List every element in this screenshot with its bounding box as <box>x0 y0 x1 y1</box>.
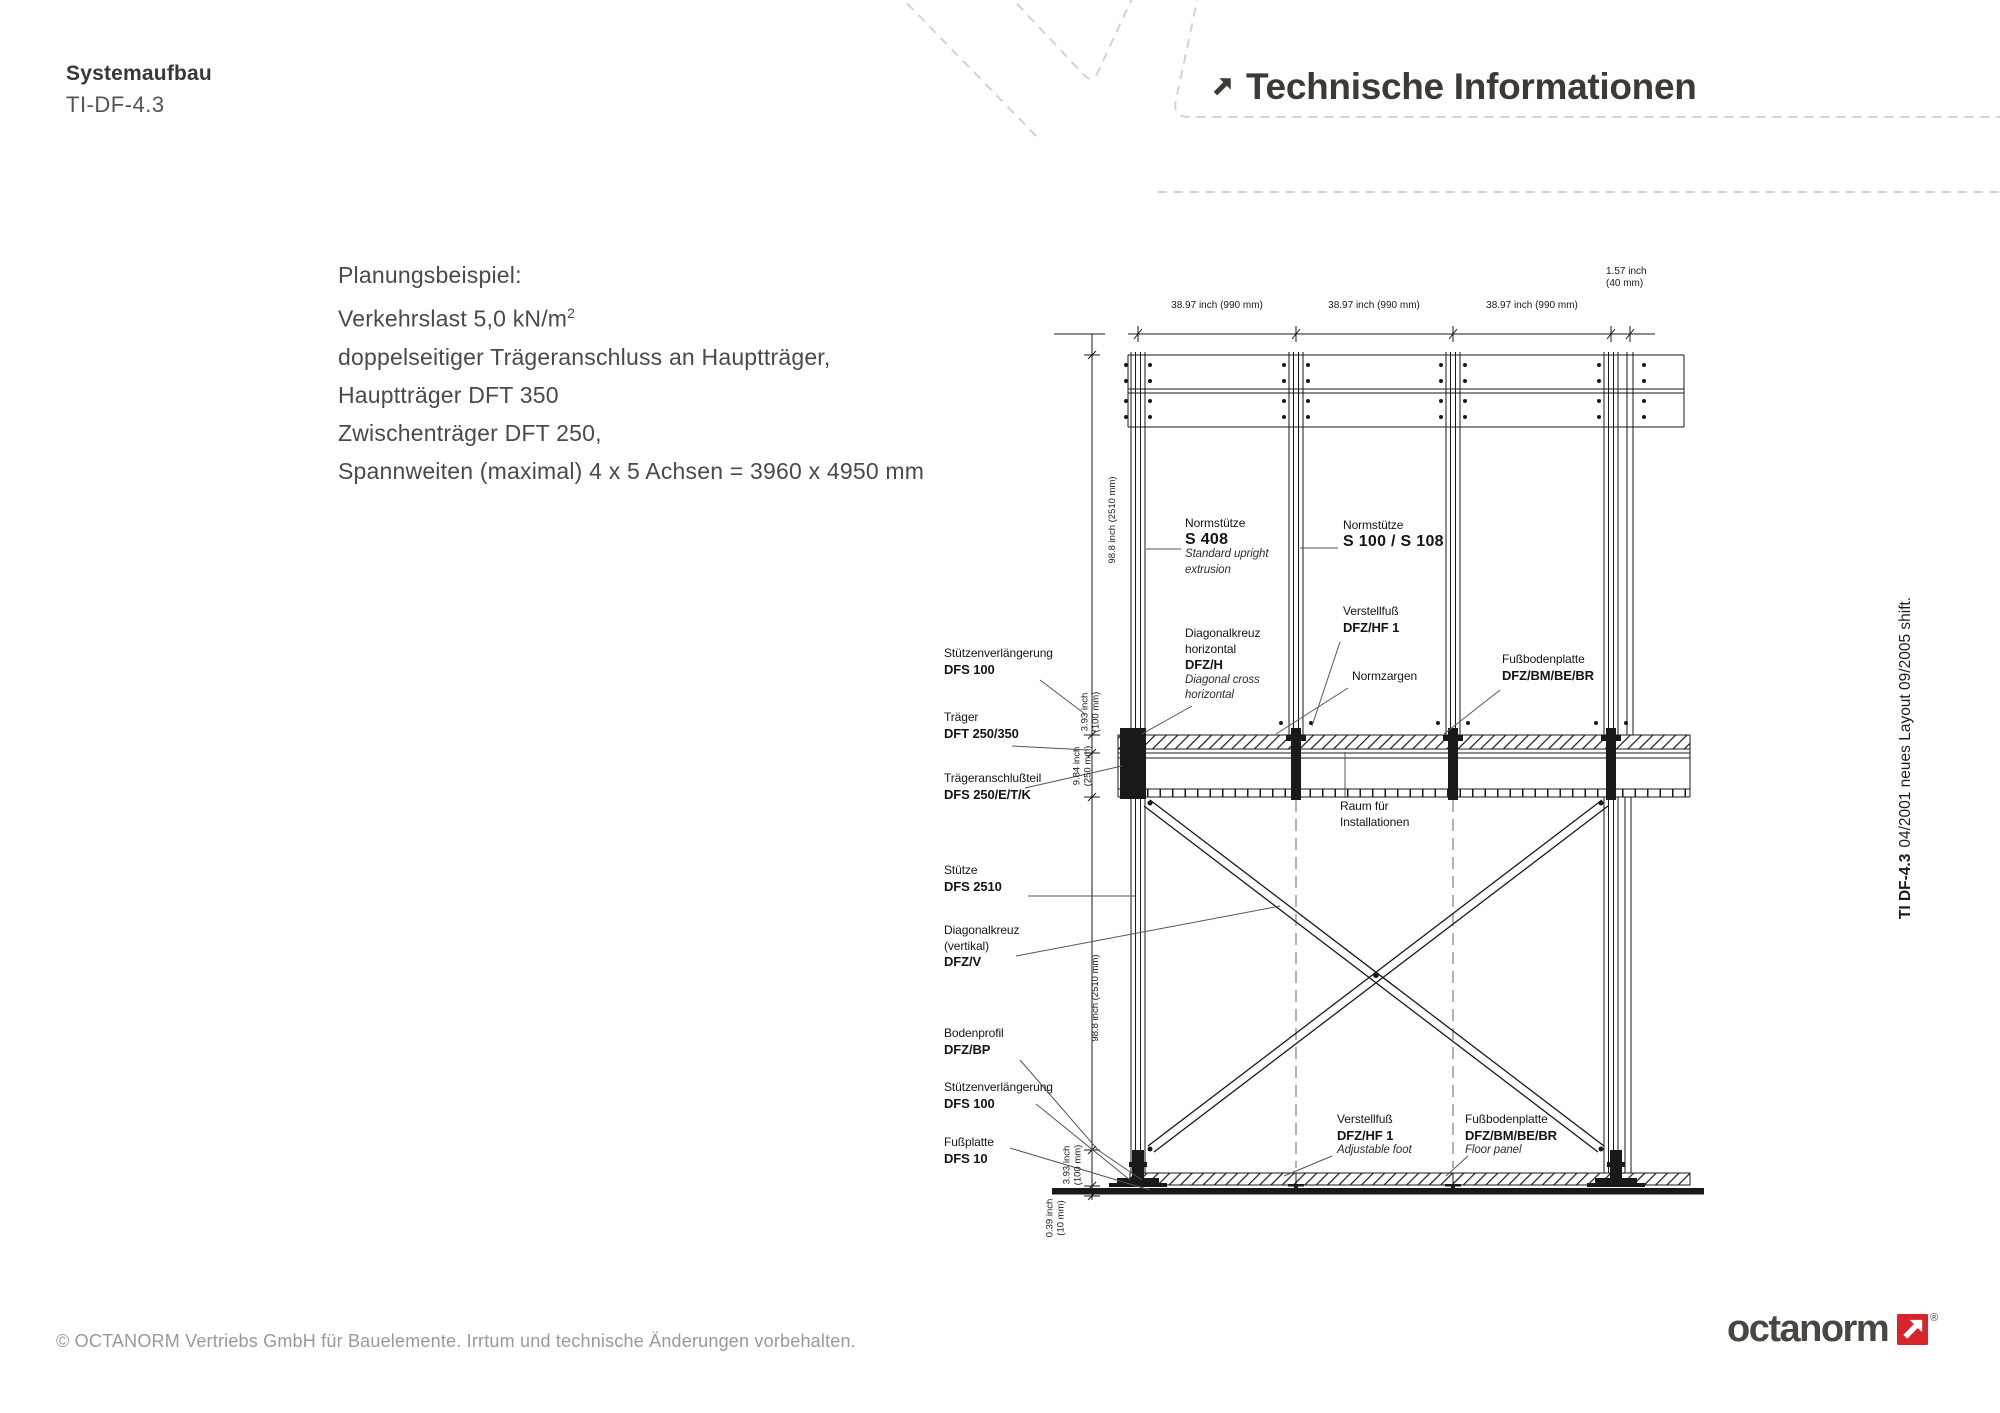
label-fussbodenplatte-bottom: Fußbodenplatte DFZ/BM/BE/BR Floor panel <box>1465 1112 1557 1156</box>
dim-floor-10: 0.39 inch (10 mm) <box>1044 1198 1066 1238</box>
dim-span-3: 38.97 inch (990 mm) <box>1486 300 1578 311</box>
dim-span-2: 38.97 inch (990 mm) <box>1328 300 1420 311</box>
page-title: Technische Informationen <box>1246 66 1697 107</box>
label-diagonalkreuz-vertikal: Diagonalkreuz (vertikal) DFZ/V <box>944 923 1020 969</box>
deck-bolts <box>1124 363 1646 419</box>
doc-category: Systemaufbau <box>66 62 212 85</box>
label-traeger: Träger DFT 250/350 <box>944 710 1019 741</box>
dim-panel-100: 3.93 inch (100 mm) <box>1079 691 1101 733</box>
planning-line: Verkehrslast 5,0 $kN/m^2$ <box>338 305 576 332</box>
octanorm-logo <box>1727 1308 1939 1350</box>
planning-line: doppelseitiger Trägeranschluss an Hauptträger, <box>338 343 831 370</box>
label-diagonalkreuz-horizontal: Diagonalkreuz horizontal DFZ/H Diagonal cross horizontal <box>1185 626 1261 701</box>
label-stuetzenverlaengerung-bottom: Stützenverlängerung DFS 100 <box>944 1080 1053 1111</box>
label-normstuetze-s408: Normstütze S 408 Standard upright extrusion <box>1185 516 1269 576</box>
dim-lower-height: 98.8 inch (2510 mm) <box>1089 954 1101 1042</box>
label-bodenprofil: Bodenprofil DFZ/BP <box>944 1026 1004 1057</box>
foot-right <box>1587 1150 1645 1187</box>
header-right <box>1208 66 1697 108</box>
planning-line: Zwischenträger DFT 250, <box>338 419 602 446</box>
brace-pivots <box>1148 801 1604 1152</box>
label-normstuetze-s100: Normstütze S 100 / S 108 <box>1343 518 1444 550</box>
label-verstellfuss-mid: Verstellfuß DFZ/HF 1 <box>1343 604 1400 635</box>
dim-upper-height: 98.8 inch (2510 mm) <box>1106 476 1118 564</box>
label-verstellfuss-bottom: Verstellfuß DFZ/HF 1 Adjustable foot <box>1337 1112 1412 1156</box>
revision-text: 04/2001 neues Layout 09/2005 shift. <box>1897 596 1914 848</box>
header-left <box>66 62 212 118</box>
label-normzargen: Normzargen <box>1352 669 1418 683</box>
label-raum-fuer-installationen: Raum für Installationen <box>1340 799 1410 829</box>
label-stuetze: Stütze DFS 2510 <box>944 863 1002 894</box>
label-fussbodenplatte-mid: Fußbodenplatte DFZ/BM/BE/BR <box>1502 652 1594 683</box>
dim-offset-40mm: 1.57 inch (40 mm) <box>1606 266 1647 289</box>
frame-structure <box>1054 326 1690 1200</box>
planning-line: Hauptträger DFT 350 <box>338 381 559 408</box>
foot-left <box>1109 1150 1167 1187</box>
ground-line <box>1052 1188 1704 1195</box>
revision-note <box>1897 597 1915 919</box>
filled-parts <box>1052 363 1704 1195</box>
arrow-up-right-icon <box>1208 73 1236 101</box>
dim-foot-100: 3.93 inch (100 mm) <box>1061 1144 1083 1186</box>
copyright-note: © OCTANORM Vertriebs GmbH für Bauelemente. Irrtum und technische Änderungen vorbehalten. <box>56 1331 856 1351</box>
beam-connectors <box>1120 721 1628 800</box>
dim-span-1: 38.97 inch (990 mm) <box>1171 300 1263 311</box>
registered-mark: ® <box>1930 1312 1939 1324</box>
logo-arrow-icon <box>1897 1314 1928 1345</box>
planning-example <box>338 256 924 490</box>
doc-code: TI-DF-4.3 <box>66 92 165 117</box>
middle-floor <box>1118 735 1690 797</box>
planning-line: Planungsbeispiel: <box>338 262 522 288</box>
revision-code: TI DF-4.3 <box>1897 853 1914 920</box>
label-fussplatte: Fußplatte DFS 10 <box>944 1135 994 1166</box>
label-stuetzenverlaengerung-top: Stützenverlängerung DFS 100 <box>944 646 1053 677</box>
top-dimension-line <box>1054 326 1655 342</box>
logo-wordmark: octanorm <box>1727 1308 1889 1350</box>
dim-beam-250: 9.84 inch (250 mm) <box>1071 745 1093 787</box>
planning-line: Spannweiten (maximal) 4 x 5 Achsen = 3960 x 4950 mm <box>338 457 925 484</box>
label-traegeranschlussteil: Trägeranschlußteil DFS 250/E/T/K <box>944 771 1042 802</box>
